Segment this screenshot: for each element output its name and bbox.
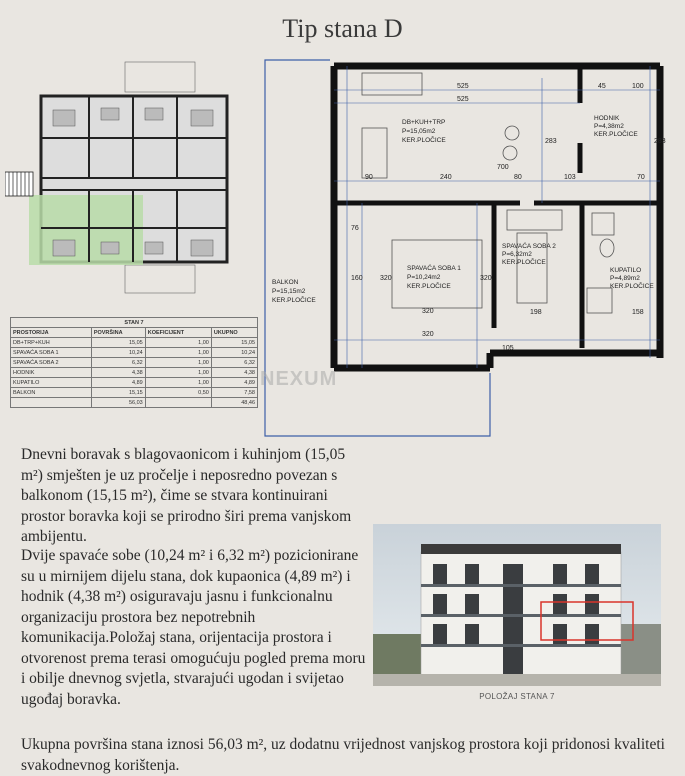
total-weighted: 48,46 — [211, 398, 257, 408]
table-cell: 15,15 — [91, 388, 145, 398]
room-bath-floor: KER.PLOČICE — [610, 283, 654, 290]
room-hall-floor: KER.PLOČICE — [594, 131, 638, 138]
dimension-label: 700 — [497, 164, 509, 171]
room-bath-area: P=4,89m2 — [610, 275, 640, 282]
walls — [334, 66, 660, 368]
summary-paragraph: Ukupna površina stana iznosi 56,03 m², uz dodatnu vrijednost vanjskog prostora koji pridonosi kvaliteti svakodnevnog korištenja. — [21, 736, 665, 774]
table-cell: 1,00 — [145, 348, 211, 358]
table-cell: 4,89 — [211, 378, 257, 388]
dimension-label: 76 — [351, 225, 359, 232]
dimension-label: 525 — [457, 96, 469, 103]
room-hall-area: P=4,38m2 — [594, 123, 624, 130]
room-bed2-floor: KER.PLOČICE — [502, 259, 546, 266]
room-balcony-floor: KER.PLOČICE — [272, 297, 316, 304]
dimension-label: 90 — [365, 174, 373, 181]
table-cell: 4,89 — [91, 378, 145, 388]
room-bed1-name: SPAVAĆA SOBA 1 — [407, 265, 461, 272]
dimension-label: 283 — [654, 138, 666, 145]
table-cell: DB+TRP+KUH — [11, 338, 92, 348]
room-bed1-floor: KER.PLOČICE — [407, 283, 451, 290]
table-header: PROSTORIJA — [11, 328, 92, 338]
building-rendering — [373, 524, 661, 686]
table-cell: 15,05 — [211, 338, 257, 348]
room-living-floor: KER.PLOČICE — [402, 137, 446, 144]
table-cell: 1,00 — [145, 378, 211, 388]
table-cell: 1,00 — [145, 358, 211, 368]
table-cell: SPAVAĆA SOBA 1 — [11, 348, 92, 358]
table-row — [11, 358, 258, 368]
table-header: POVRŠINA — [91, 328, 145, 338]
page-title: Tip stana D — [282, 14, 403, 43]
dimension-label: 525 — [457, 83, 469, 90]
room-bath-name: KUPATILO — [610, 267, 642, 274]
table-cell: SPAVAĆA SOBA 2 — [11, 358, 92, 368]
table-cell: 7,58 — [211, 388, 257, 398]
dimension-label: 320 — [422, 308, 434, 315]
dimension-label: 320 — [380, 275, 392, 282]
dimension-label: 283 — [545, 138, 557, 145]
dimension-label: 80 — [514, 174, 522, 181]
table-cell: 0,50 — [145, 388, 211, 398]
dimension-label: 45 — [598, 83, 606, 90]
total-area: 56,03 — [91, 398, 145, 408]
table-cell: 6,32 — [211, 358, 257, 368]
table-row — [11, 338, 258, 348]
room-bed1-area: P=10,24m2 — [407, 274, 441, 281]
apartment-highlight — [29, 195, 143, 265]
dimension-label: 198 — [530, 309, 542, 316]
table-row — [11, 388, 258, 398]
rendering-caption: POLOŽAJ STANA 7 — [479, 692, 555, 701]
table-caption: STAN 7 — [11, 318, 258, 328]
dimension-label: 105 — [502, 345, 514, 352]
table-cell: 10,24 — [91, 348, 145, 358]
table-row — [11, 368, 258, 378]
dimension-label: 100 — [632, 83, 644, 90]
room-hall-name: HODNIK — [594, 115, 620, 122]
room-bed2-area: P=6,32m2 — [502, 251, 532, 258]
table-header: UKUPNO — [211, 328, 257, 338]
dimension-label: 320 — [422, 331, 434, 338]
room-living-name: DB+KUH+TRP — [402, 119, 446, 126]
floor-key-plan — [5, 60, 230, 295]
table-cell: BALKON — [11, 388, 92, 398]
room-balcony-area: P=15,15m2 — [272, 288, 306, 295]
dimension-label: 320 — [480, 275, 492, 282]
table-cell: HODNIK — [11, 368, 92, 378]
table-total-row — [11, 398, 258, 408]
watermark: NEXUM — [260, 368, 338, 390]
room-bed2-name: SPAVAĆA SOBA 2 — [502, 243, 556, 250]
area-table — [10, 317, 258, 408]
table-cell: 15,05 — [91, 338, 145, 348]
table-row — [11, 348, 258, 358]
table-cell: 4,38 — [211, 368, 257, 378]
table-cell: 1,00 — [145, 338, 211, 348]
table-cell: 10,24 — [211, 348, 257, 358]
dimension-label: 103 — [564, 174, 576, 181]
table-header: KOEFICIJENT — [145, 328, 211, 338]
table-row — [11, 378, 258, 388]
room-living-area: P=15,05m2 — [402, 128, 436, 135]
room-balcony-name: BALKON — [272, 279, 299, 286]
dimension-label: 70 — [637, 174, 645, 181]
table-cell: KUPATILO — [11, 378, 92, 388]
table-cell: 6,32 — [91, 358, 145, 368]
dimension-label: 240 — [440, 174, 452, 181]
dimension-label: 160 — [351, 275, 363, 282]
description-paragraph: Dvije spavaće sobe (10,24 m² i 6,32 m²) pozicionirane su u mirnijem dijelu stana, dok kupaonica (4,89 m²) i hodnik (4,38 m²) osiguravaju jasnu i funkcionalnu organizaciju prostora bez nepotrebnih komunikacija.Položaj stana, orijentacija prostora i otvorenost prema terasi omogućuju pogled prema moru i obilje dnevnog svjetla, stvarajući ugodan i svijetao ugođaj boravka. — [21, 547, 366, 708]
table-cell: 1,00 — [145, 368, 211, 378]
dimension-label: 158 — [632, 309, 644, 316]
table-cell: 4,38 — [91, 368, 145, 378]
description-paragraph: Dnevni boravak s blagovaonicom i kuhinjom (15,05 m²) smješten je uz pročelje i neposredno povezan s balkonom (15,15 m²), čime se stvara kontinuirani prostor boravka koji se prirodno širi prema vanjskom ambijentu. — [21, 446, 352, 545]
